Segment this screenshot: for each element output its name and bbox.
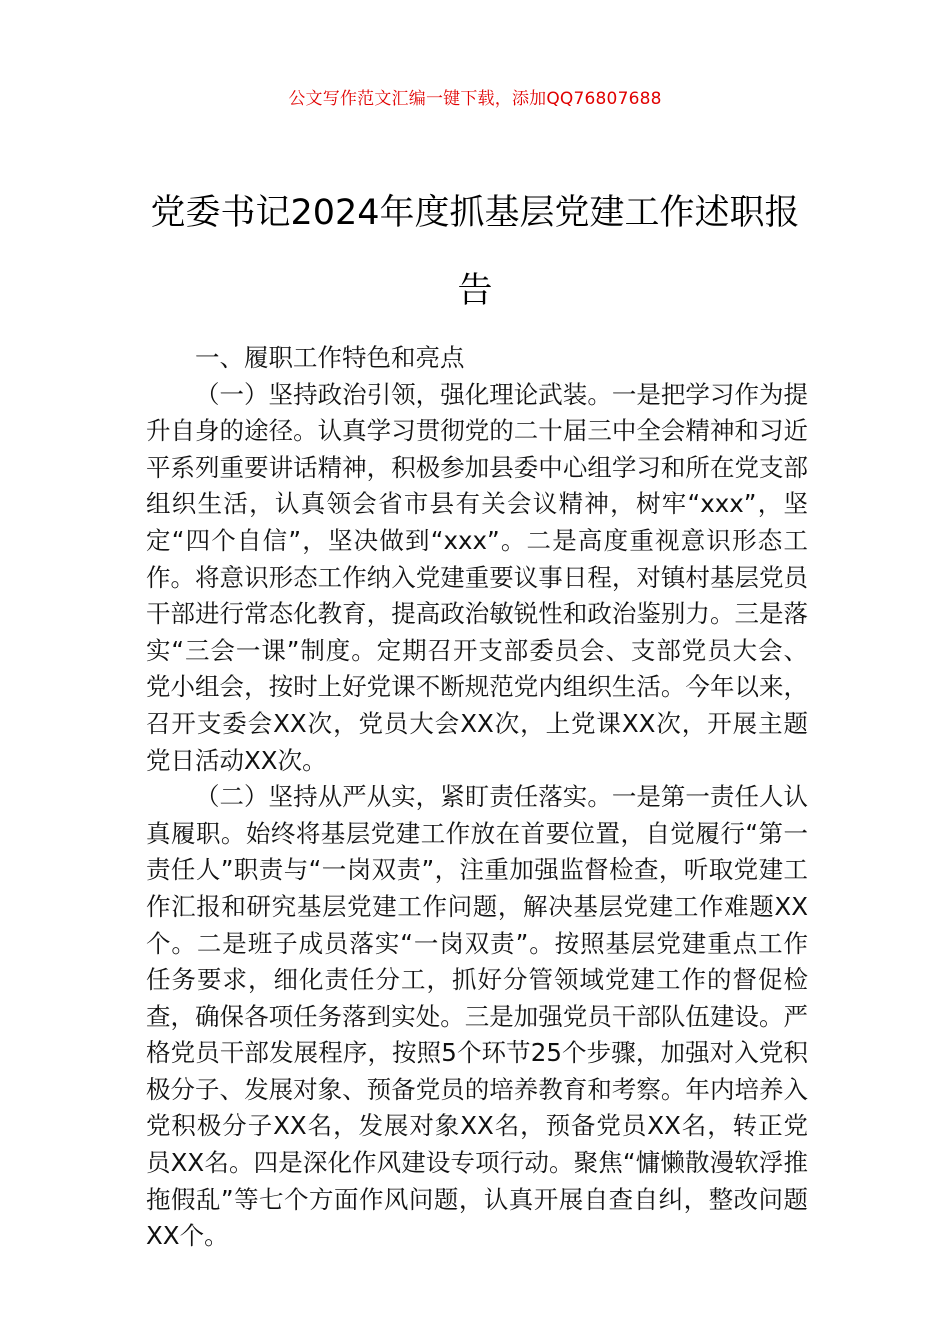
paragraph: （二）坚持从严从实，紧盯责任落实。一是第一责任人认真履职。始终将基层党建工作放在首要位置，自觉履行“第一责任人”职责与“一岗双责”，注重加强监督检查，听取党建工作汇报和研究基层党建工作问题，解决基层党建工作难题XX个。二是班子成员落实“一岗双责”。按照基层党建重点工作任务要求，细化责任分工，抓好分管领域党建工作的督促检查，确保各项任务落到实处。三是加强党员干部队伍建设。严格党员干部发展程序，按照5个环节25个步骤，加强对入党积极分子、发展对象、预备党员的培养教育和考察。年内培养入党积极分子XX名，发展对象XX名，预备党员XX名，转正党员XX名。四是深化作风建设专项行动。聚焦“慵懒散漫软浮推拖假乱”等七个方面作风问题，认真开展自查自纠，整改问题XX个。 — [146, 782, 808, 1251]
document-body — [146, 340, 808, 1255]
paragraph: （一）坚持政治引领，强化理论武装。一是把学习作为提升自身的途径。认真学习贯彻党的二十届三中全会精神和习近平系列重要讲话精神，积极参加县委中心组学习和所在党支部组织生活，认真领会省市县有关会议精神，树牢“xxx”，坚定“四个自信”，坚决做到“xxx”。二是高度重视意识形态工作。将意识形态工作纳入党建重要议事日程，对镇村基层党员干部进行常态化教育，提高政治敏锐性和政治鉴别力。三是落实“三会一课”制度。定期召开支部委员会、支部党员大会、党小组会，按时上好党课不断规范党内组织生活。今年以来，召开支委会XX次，党员大会XX次，上党课XX次，开展主题党日活动XX次。 — [146, 379, 808, 775]
document-title: 党委书记2024年度抓基层党建工作述职报告 — [150, 193, 800, 311]
promo-banner: 公文写作范文汇编一键下载，添加QQ76807688 — [288, 89, 662, 109]
section-heading: 一、履职工作特色和亮点 — [195, 343, 465, 372]
